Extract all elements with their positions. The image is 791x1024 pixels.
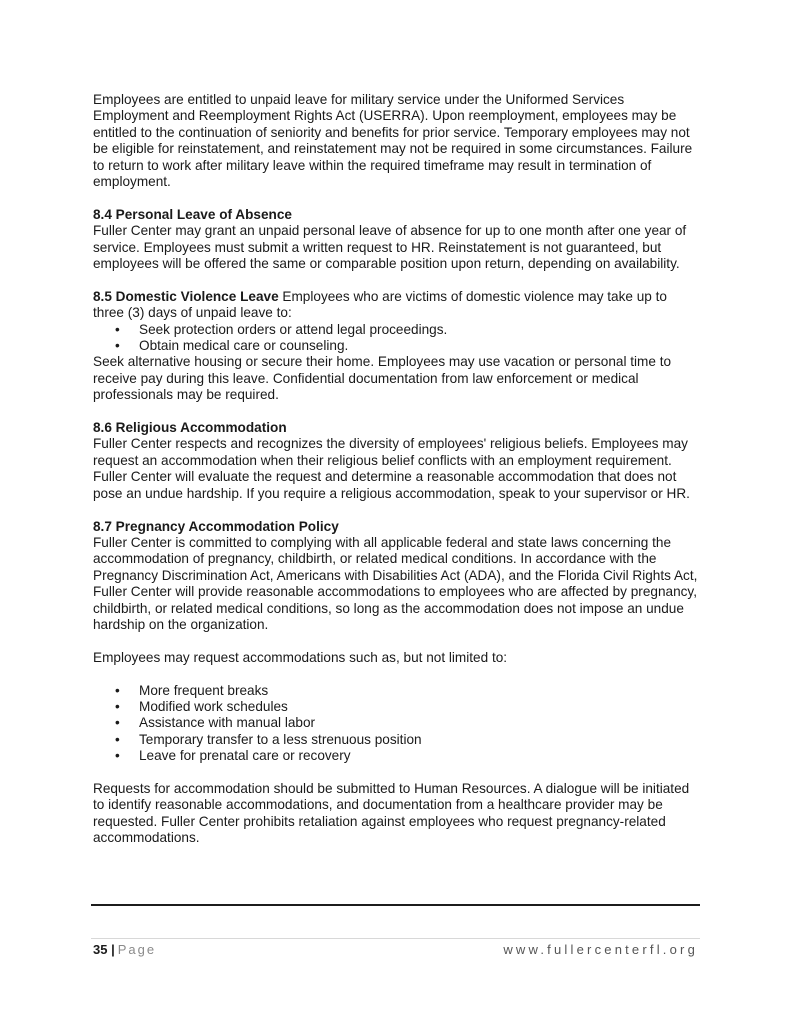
paragraph-gap xyxy=(93,190,700,206)
list-item: • Temporary transfer to a less strenuous position xyxy=(93,732,700,748)
paragraph-gap xyxy=(93,765,700,781)
page-label: Page xyxy=(117,942,157,957)
paragraph-gap xyxy=(93,404,700,420)
page-footer xyxy=(93,941,698,959)
section-intro-8-5 xyxy=(93,289,700,322)
list-item: • Seek protection orders or attend legal proceedings. xyxy=(93,322,700,338)
footer-divider xyxy=(91,904,700,906)
section-heading-8-5: 8.5 Domestic Violence Leave xyxy=(93,288,279,304)
footer-divider-light xyxy=(91,938,700,939)
paragraph-gap xyxy=(93,272,700,288)
page-number: 35 xyxy=(93,942,108,957)
section-8-6 xyxy=(93,420,700,502)
list-item: • Modified work schedules xyxy=(93,699,700,715)
list-item: • Obtain medical care or counseling. xyxy=(93,338,700,354)
paragraph-gap xyxy=(93,666,700,682)
section-heading-8-4: 8.4 Personal Leave of Absence xyxy=(93,206,292,222)
bullet-list-8-5 xyxy=(93,322,700,355)
document-body xyxy=(93,92,700,847)
section-list-intro-8-7: Employees may request accommodations such as, but not limited to: xyxy=(93,649,508,665)
list-item: • Leave for prenatal care or recovery xyxy=(93,748,700,764)
section-intro-text-8-5: Employees who are victims of domestic violence may take up to three (3) days of unpaid leave to: xyxy=(93,288,667,321)
list-item: • More frequent breaks xyxy=(93,683,700,699)
document-page xyxy=(93,92,700,847)
page-number-block xyxy=(93,941,156,959)
section-heading-8-6: 8.6 Religious Accommodation xyxy=(93,420,287,436)
military-leave-paragraph: Employees are entitled to unpaid leave for military service under the Uniformed Services Employment and Reemployment Rights Act (USERRA). Upon reemployment, employees may be entitled to the continuation of seniority and benefits for prior service. Temporary employees may not be eligible for reinstatement, and reinstatement may not be required in some circumstances. Failure to return to work after military leave within the required timeframe may result in termination of employment. xyxy=(93,92,693,190)
section-8-5 xyxy=(93,289,700,404)
section-body-8-6: Fuller Center respects and recognizes the diversity of employees' religious beliefs. Employees may request an accommodation when their religious belief conflicts with an employment requirement. Fuller Center will evaluate the request and determine a reasonable accommodation that does not pose an undue hardship. If you require a religious accommodation, speak to your supervisor or HR. xyxy=(93,436,690,501)
section-body-8-4: Fuller Center may grant an unpaid personal leave of absence for up to one month after one year of service. Employees must submit a written request to HR. Reinstatement is not guaranteed, but employees will be offered the same or comparable position upon return, depending on availability. xyxy=(93,223,687,272)
section-8-7 xyxy=(93,519,700,847)
website-url: www.fullercenterfl.org xyxy=(503,942,698,957)
section-closing-8-7: Requests for accommodation should be submitted to Human Resources. A dialogue will be initiated to identify reasonable accommodations, and documentation from a healthcare provider may be requested. Fuller Center prohibits retaliation against employees who request pregnancy-related accommodations. xyxy=(93,780,690,846)
page-separator: | xyxy=(111,942,115,957)
paragraph-gap xyxy=(93,633,700,649)
section-body-8-5: Seek alternative housing or secure their home. Employees may use vacation or personal time to receive pay during this leave. Confidential documentation from law enforcement or medical professionals may be required. xyxy=(93,354,672,403)
bullet-list-8-7 xyxy=(93,683,700,765)
section-8-4 xyxy=(93,207,700,273)
list-item: • Assistance with manual labor xyxy=(93,715,700,731)
section-body-8-7: Fuller Center is committed to complying with all applicable federal and state laws concerning the accommodation of pregnancy, childbirth, or related medical conditions. In accordance with the Pregnancy Discrimination Act, Americans with Disabilities Act (ADA), and the Florida Civil Rights Act, Fuller Center will provide reasonable accommodations to employees who are affected by pregnancy, childbirth, or related medical conditions, so long as the accommodation does not impose an undue hardship on the organization. xyxy=(93,534,698,632)
paragraph-gap xyxy=(93,502,700,518)
section-heading-8-7: 8.7 Pregnancy Accommodation Policy xyxy=(93,518,339,534)
